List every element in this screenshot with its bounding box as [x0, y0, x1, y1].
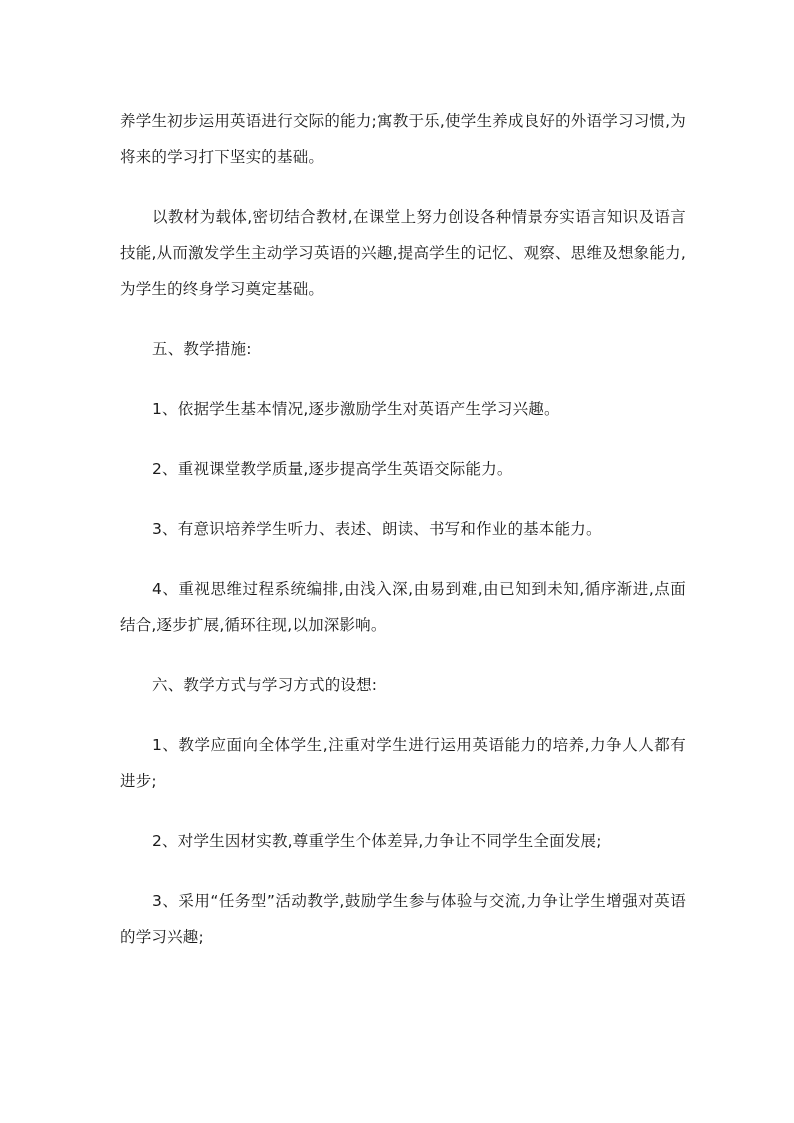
section-heading-teaching-methods: 六、教学方式与学习方式的设想: [152, 676, 378, 694]
method-item-2: 2、对学生因材实教,尊重学生个体差异,力争让不同学生全面发展; [152, 832, 602, 850]
measure-item-3: 3、有意识培养学生听力、表述、朗读、书写和作业的基本能力。 [152, 520, 602, 538]
document-body [120, 103, 686, 955]
paragraph-continuation: 养学生初步运用英语进行交际的能力;寓教于乐,使学生养成良好的外语学习习惯,为将来的学习打下坚实的基础。 [120, 112, 686, 166]
method-item-1: 1、教学应面向全体学生,注重对学生进行运用英语能力的培养,力争人人都有进步; [120, 736, 686, 790]
measure-item-2: 2、重视课堂教学质量,逐步提高学生英语交际能力。 [152, 460, 513, 478]
measure-item-1: 1、依据学生基本情况,逐步激励学生对英语产生学习兴趣。 [152, 400, 560, 418]
paragraph-teaching-material: 以教材为载体,密切结合教材,在课堂上努力创设各种情景夯实语言知识及语言技能,从而激发学生主动学习英语的兴趣,提高学生的记忆、观察、思维及想象能力,为学生的终身学习奠定基础。 [120, 208, 686, 298]
method-item-3: 3、采用“任务型”活动教学,鼓励学生参与体验与交流,力争让学生增强对英语的学习兴趣; [120, 892, 686, 946]
measure-item-4: 4、重视思维过程系统编排,由浅入深,由易到难,由已知到未知,循序渐进,点面结合,逐步扩展,循环往现,以加深影响。 [120, 580, 686, 634]
section-heading-teaching-measures: 五、教学措施: [152, 340, 252, 358]
